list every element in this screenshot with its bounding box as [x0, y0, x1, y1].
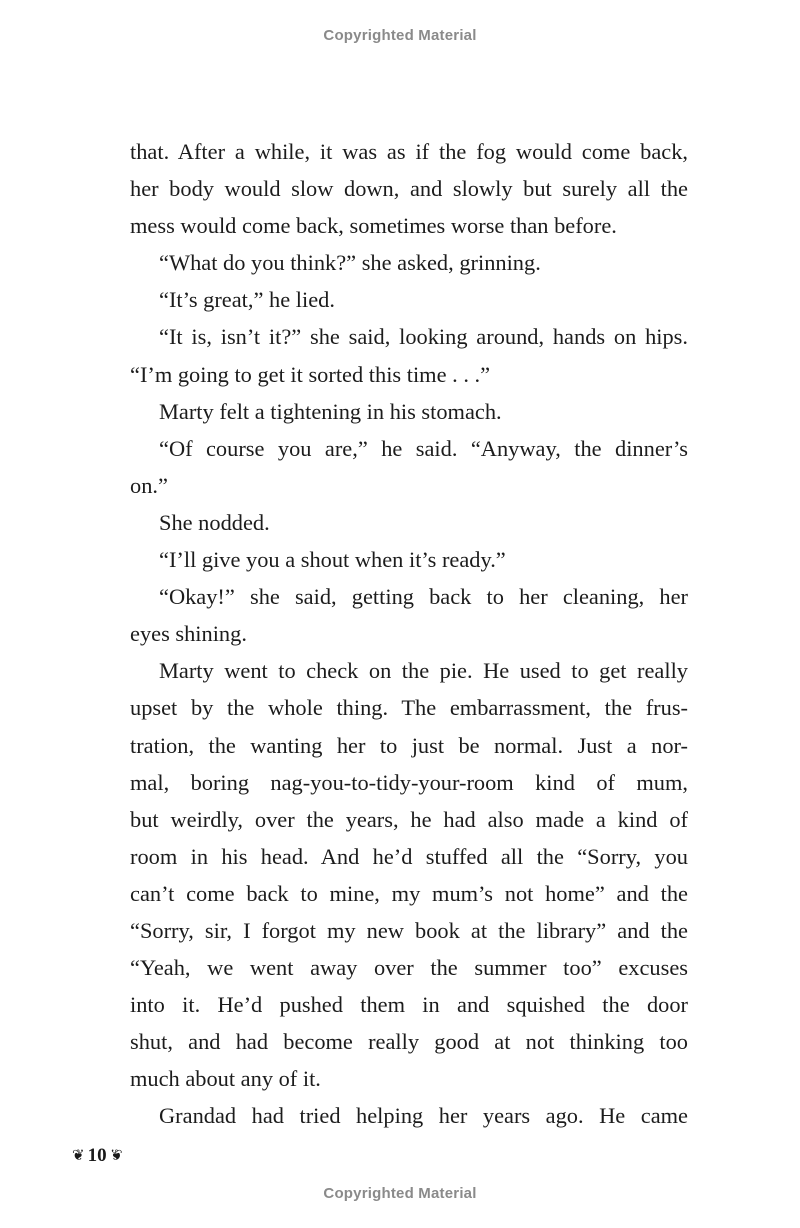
text-line: room in his head. And he’d stuffed all the “Sorry, you: [130, 843, 688, 869]
ornament-right-icon: ❦: [109, 1147, 123, 1164]
page-number-footer: [72, 1145, 122, 1167]
text-line: into it. He’d pushed them in and squished the door: [130, 992, 688, 1018]
text-line: “What do you think?” she asked, grinning.: [159, 250, 541, 276]
text-line: “Of course you are,” he said. “Anyway, the dinner’s: [159, 435, 688, 461]
text-line: tration, the wanting her to just be normal. Just a nor-: [130, 732, 688, 758]
page-body: [130, 133, 688, 1135]
text-line: on.”: [130, 472, 168, 498]
text-line: much about any of it.: [130, 1066, 321, 1092]
text-line: She nodded.: [159, 509, 270, 535]
text-line: can’t come back to mine, my mum’s not home” and the: [130, 880, 688, 906]
ornament-left-icon: ❦: [72, 1147, 85, 1164]
text-line: mal, boring nag-you-to-tidy-your-room kind of mum,: [130, 769, 688, 795]
text-line: eyes shining.: [130, 621, 247, 647]
text-line: “Yeah, we went away over the summer too” excuses: [130, 955, 688, 981]
text-line: mess would come back, sometimes worse than before.: [130, 213, 617, 239]
text-line: “Sorry, sir, I forgot my new book at the library” and the: [130, 917, 688, 943]
text-line: upset by the whole thing. The embarrassment, the frus-: [130, 695, 688, 721]
text-line: “It is, isn’t it?” she said, looking around, hands on hips.: [159, 324, 688, 350]
text-line: Marty went to check on the pie. He used to get really: [159, 658, 688, 684]
text-line: “Okay!” she said, getting back to her cleaning, her: [159, 584, 688, 610]
text-line: shut, and had become really good at not thinking too: [130, 1029, 688, 1055]
text-line: “It’s great,” he lied.: [159, 287, 335, 313]
text-line: “I’m going to get it sorted this time . . .”: [130, 361, 491, 387]
text-line: her body would slow down, and slowly but surely all the: [130, 176, 688, 202]
text-line: that. After a while, it was as if the fog would come back,: [130, 139, 688, 164]
text-line: “I’ll give you a shout when it’s ready.”: [159, 547, 506, 573]
text-line: but weirdly, over the years, he had also made a kind of: [130, 806, 688, 832]
copyright-watermark-bottom: Copyrighted Material: [323, 1185, 477, 1202]
page-number: 10: [87, 1145, 107, 1166]
text-line: Grandad had tried helping her years ago. He came: [159, 1103, 688, 1129]
copyright-watermark-top: Copyrighted Material: [323, 27, 477, 44]
text-line: Marty felt a tightening in his stomach.: [159, 398, 502, 424]
